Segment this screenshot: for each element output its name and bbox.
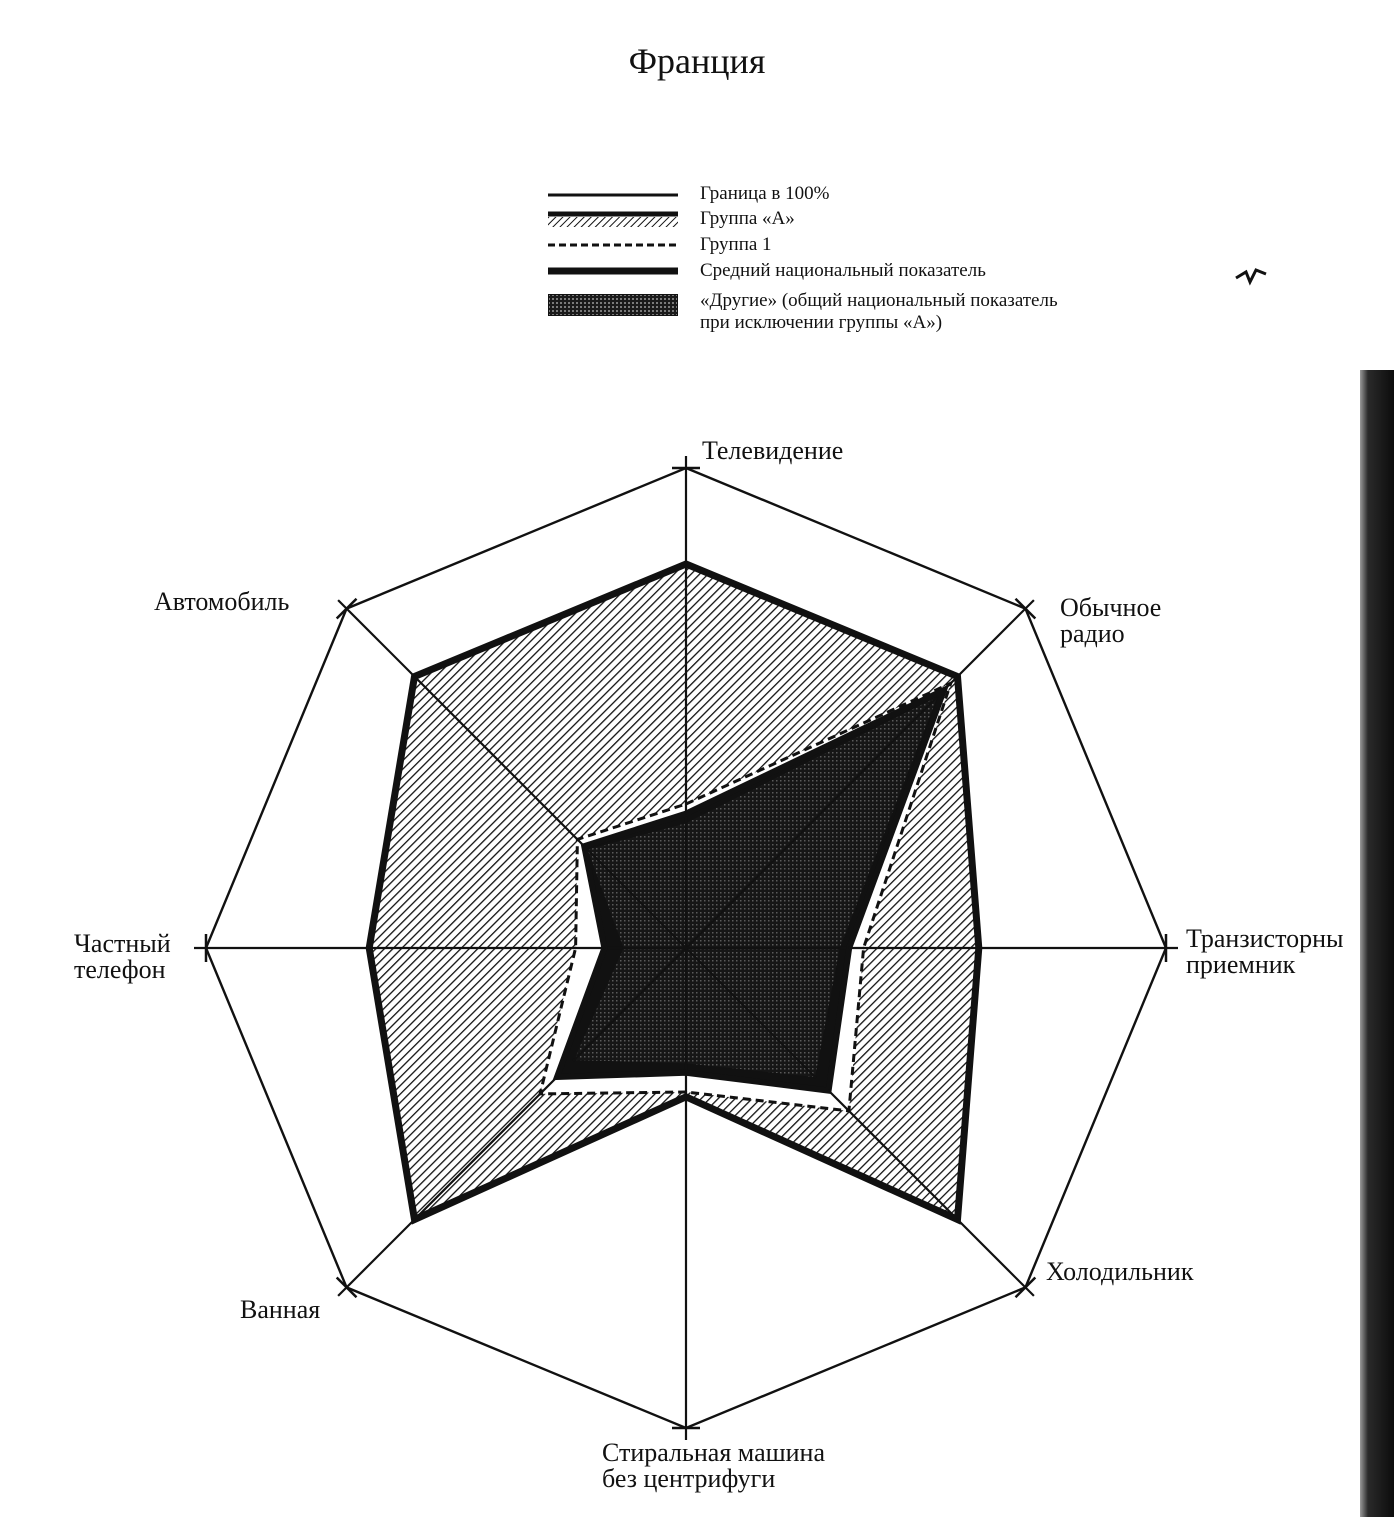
point-group-1-tv — [685, 803, 687, 805]
point-national-bath — [556, 1076, 558, 1078]
point-national-tv — [685, 812, 687, 814]
point-group-1-phone — [574, 947, 576, 949]
series-fills — [369, 564, 979, 1220]
point-group-1-bath — [539, 1093, 541, 1095]
point-group-a-radio — [956, 675, 958, 677]
axis-label-car — [154, 589, 289, 615]
point-group-1-transistor — [862, 947, 864, 949]
point-boundary-transistor — [1165, 947, 1167, 949]
point-others-phone — [622, 947, 624, 949]
axis-label-phone-line2: телефон — [74, 955, 166, 984]
point-national-fridge — [827, 1089, 829, 1091]
point-group-a-transistor — [978, 947, 980, 949]
legend-label-boundary: Граница в 100% — [700, 183, 830, 204]
point-others-car — [586, 848, 588, 850]
point-others-transistor — [838, 947, 840, 949]
axis-label-washer — [602, 1440, 825, 1492]
axis-label-bath-line1: Ванная — [240, 1295, 321, 1324]
point-boundary-car — [345, 607, 347, 609]
legend-label-national: Средний национальный показатель — [700, 260, 986, 281]
point-boundary-radio — [1024, 607, 1026, 609]
point-group-a-tv — [685, 563, 687, 565]
axis-label-washer-line2: без центрифуги — [602, 1464, 776, 1493]
axis-label-washer-line1: Стиральная машина — [602, 1438, 825, 1467]
point-national-washer — [685, 1072, 687, 1074]
legend-label-others-line2: при исключении группы «А») — [700, 312, 943, 333]
point-national-phone — [603, 947, 605, 949]
scanned-page-edge — [1360, 370, 1394, 1517]
point-boundary-fridge — [1024, 1286, 1026, 1288]
axis-label-fridge-line1: Холодильник — [1046, 1257, 1194, 1286]
point-group-1-washer — [685, 1091, 687, 1093]
point-others-tv — [685, 822, 687, 824]
point-group-a-bath — [413, 1218, 415, 1220]
point-national-transistor — [848, 947, 850, 949]
axis-label-fridge — [1046, 1259, 1193, 1285]
point-boundary-bath — [345, 1286, 347, 1288]
point-group-1-fridge — [848, 1110, 850, 1112]
axis-label-transistor-line1: Транзисторны — [1186, 924, 1344, 953]
point-others-radio — [936, 696, 938, 698]
axis-label-phone — [74, 931, 171, 983]
point-group-a-phone — [368, 947, 370, 949]
axis-label-phone-line1: Частный — [74, 929, 171, 958]
axis-label-radio-line2: радио — [1060, 619, 1125, 648]
point-group-1-car — [576, 838, 578, 840]
axis-label-tv — [702, 438, 843, 464]
axis-label-transistor-line2: приемник — [1186, 950, 1296, 979]
point-others-bath — [573, 1059, 575, 1061]
stray-ink-mark — [1232, 262, 1272, 290]
axis-label-transistor — [1186, 926, 1343, 978]
legend-label-others-line1: «Другие» (общий национальный показатель — [700, 290, 1058, 311]
axis-label-tv-line1: Телевидение — [702, 436, 844, 465]
point-boundary-tv — [685, 467, 687, 469]
chart-title: Франция — [628, 41, 766, 81]
point-group-1-radio — [950, 682, 952, 684]
point-others-fridge — [814, 1076, 816, 1078]
point-boundary-phone — [205, 947, 207, 949]
axis-spokes — [194, 456, 1178, 1440]
axis-label-car-line1: Автомобиль — [154, 587, 290, 616]
axis-label-radio-line1: Обычное — [1060, 593, 1162, 622]
point-group-a-car — [413, 675, 415, 677]
point-boundary-washer — [685, 1427, 687, 1429]
point-national-car — [583, 845, 585, 847]
legend-label-group-1: Группа 1 — [700, 234, 772, 255]
point-others-washer — [685, 1062, 687, 1064]
axis-label-bath — [240, 1297, 320, 1323]
legend-label-group-a: Группа «А» — [700, 208, 795, 229]
axis-label-radio — [1060, 595, 1161, 647]
point-national-radio — [943, 689, 945, 691]
point-group-a-washer — [685, 1096, 687, 1098]
point-group-a-fridge — [956, 1218, 958, 1220]
